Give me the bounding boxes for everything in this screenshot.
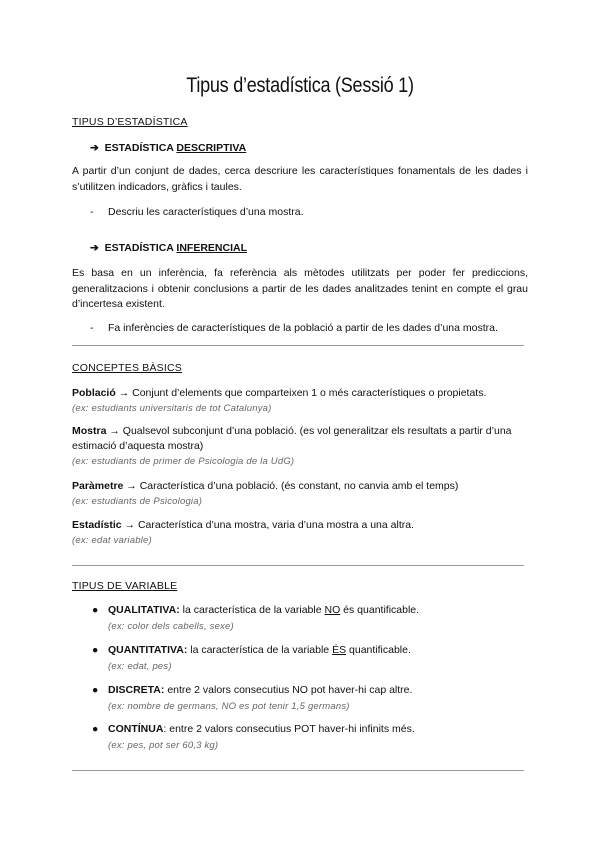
paragraph-descriptiva: A partir d’un conjunt de dades, cerca descriure les característiques fonamentals de les dades i s’utilitzen indicadors, gràfics i taules. [72,165,528,193]
variable-example: (ex: pes, pot ser 60,3 kg) [108,739,219,751]
section-conceptes-basics: CONCEPTES BÀSICS [72,362,182,374]
concept-example: (ex: edat variable) [72,535,152,546]
arrow-icon: ➔ [90,242,99,254]
section-tipus-variable: TIPUS DE VARIABLE [72,580,178,592]
heading-word: INFERENCIAL [176,242,248,254]
variable-example: (ex: nombre de germans, NO es pot tenir 1,5 germans) [108,700,350,712]
variable-text: la característica de la variable [190,644,333,656]
concept-example: (ex: estudiants de Psicologia) [72,496,203,507]
bullet-text: Fa inferències de característiques de la població a partir de les dades d’una mostra. [108,322,498,334]
dash-icon: - [90,322,94,334]
heading-prefix: ESTADÍSTICA [104,142,174,154]
variable-term: CONTÍNUA [108,723,164,735]
variable-text-post: quantificable. [346,644,411,656]
paragraph-inferencial: Es basa en un inferència, fa referència als mètodes utilitzats per poder fer prediccions, generalitzacions i obtenir conclusions a partir de les dades analitzades tenint en compte el grau d’incertesa existent. [72,267,528,310]
bullet-icon: ● [92,723,99,735]
arrow-icon: ➔ [90,142,99,154]
concept-term: Estadístic [72,519,122,531]
bullet-icon: ● [92,604,99,616]
concept-poblacio [72,386,532,416]
concept-example: (ex: estudiants de primer de Psicologia de la UdG) [72,456,295,467]
divider [72,565,524,566]
concept-example: (ex: estudiants universitaris de tot Catalunya) [72,403,272,414]
heading-prefix: ESTADÍSTICA [104,242,174,254]
section-tipus-estadistica: TIPUS D’ESTADÍSTICA [72,116,188,128]
divider [72,345,524,346]
variable-term: DISCRETA: [108,684,165,696]
concept-term: Població [72,387,116,399]
variable-example: (ex: edat, pes) [108,660,172,672]
concept-text: Característica d’una població. (és constant, no canvia amb el temps) [139,480,459,492]
arrow-right-icon: → [126,480,137,492]
variable-text: la característica de la variable [182,604,325,616]
variable-text-post: és quantificable. [340,604,420,616]
bullet-icon: ● [92,644,99,656]
variable-key: NO [324,604,341,616]
arrow-right-icon: → [118,387,130,399]
concept-parametre [72,479,532,509]
page-title: Tipus d’estadística (Sessió 1) [186,74,414,97]
dash-icon: - [90,206,94,218]
divider [72,770,524,771]
concept-text: Qualsevol subconjunt d’una població. (es vol generalitzar els resultats a partir d’una estimació d’aquesta mostra) [72,425,512,452]
variable-term: QUANTITATIVA: [108,644,188,656]
concept-text: Característica d’una mostra, varia d’una mostra a una altra. [137,519,414,531]
heading-word: DESCRIPTIVA [176,142,247,154]
concept-term: Mostra [72,425,107,437]
variable-key: ÉS [332,644,347,656]
concept-text: Conjunt d’elements que comparteixen 1 o més característiques o propietats. [132,387,487,399]
variable-text: : entre 2 valors consecutius POT haver-hi infinits més. [163,723,415,735]
concept-mostra [72,424,532,469]
arrow-right-icon: → [124,519,136,531]
arrow-right-icon: → [109,425,120,437]
bullet-text: Descriu les característiques d’una mostra. [108,206,304,218]
variable-example: (ex: color dels cabells, sexe) [108,620,234,632]
variable-term: QUALITATIVA: [108,604,180,616]
heading-inferencial [90,242,247,254]
concept-term: Paràmetre [72,480,124,492]
heading-descriptiva [90,142,246,154]
bullet-icon: ● [92,684,99,696]
variable-text: entre 2 valors consecutius NO pot haver-hi cap altre. [167,684,413,696]
concept-estadistic [72,518,532,548]
